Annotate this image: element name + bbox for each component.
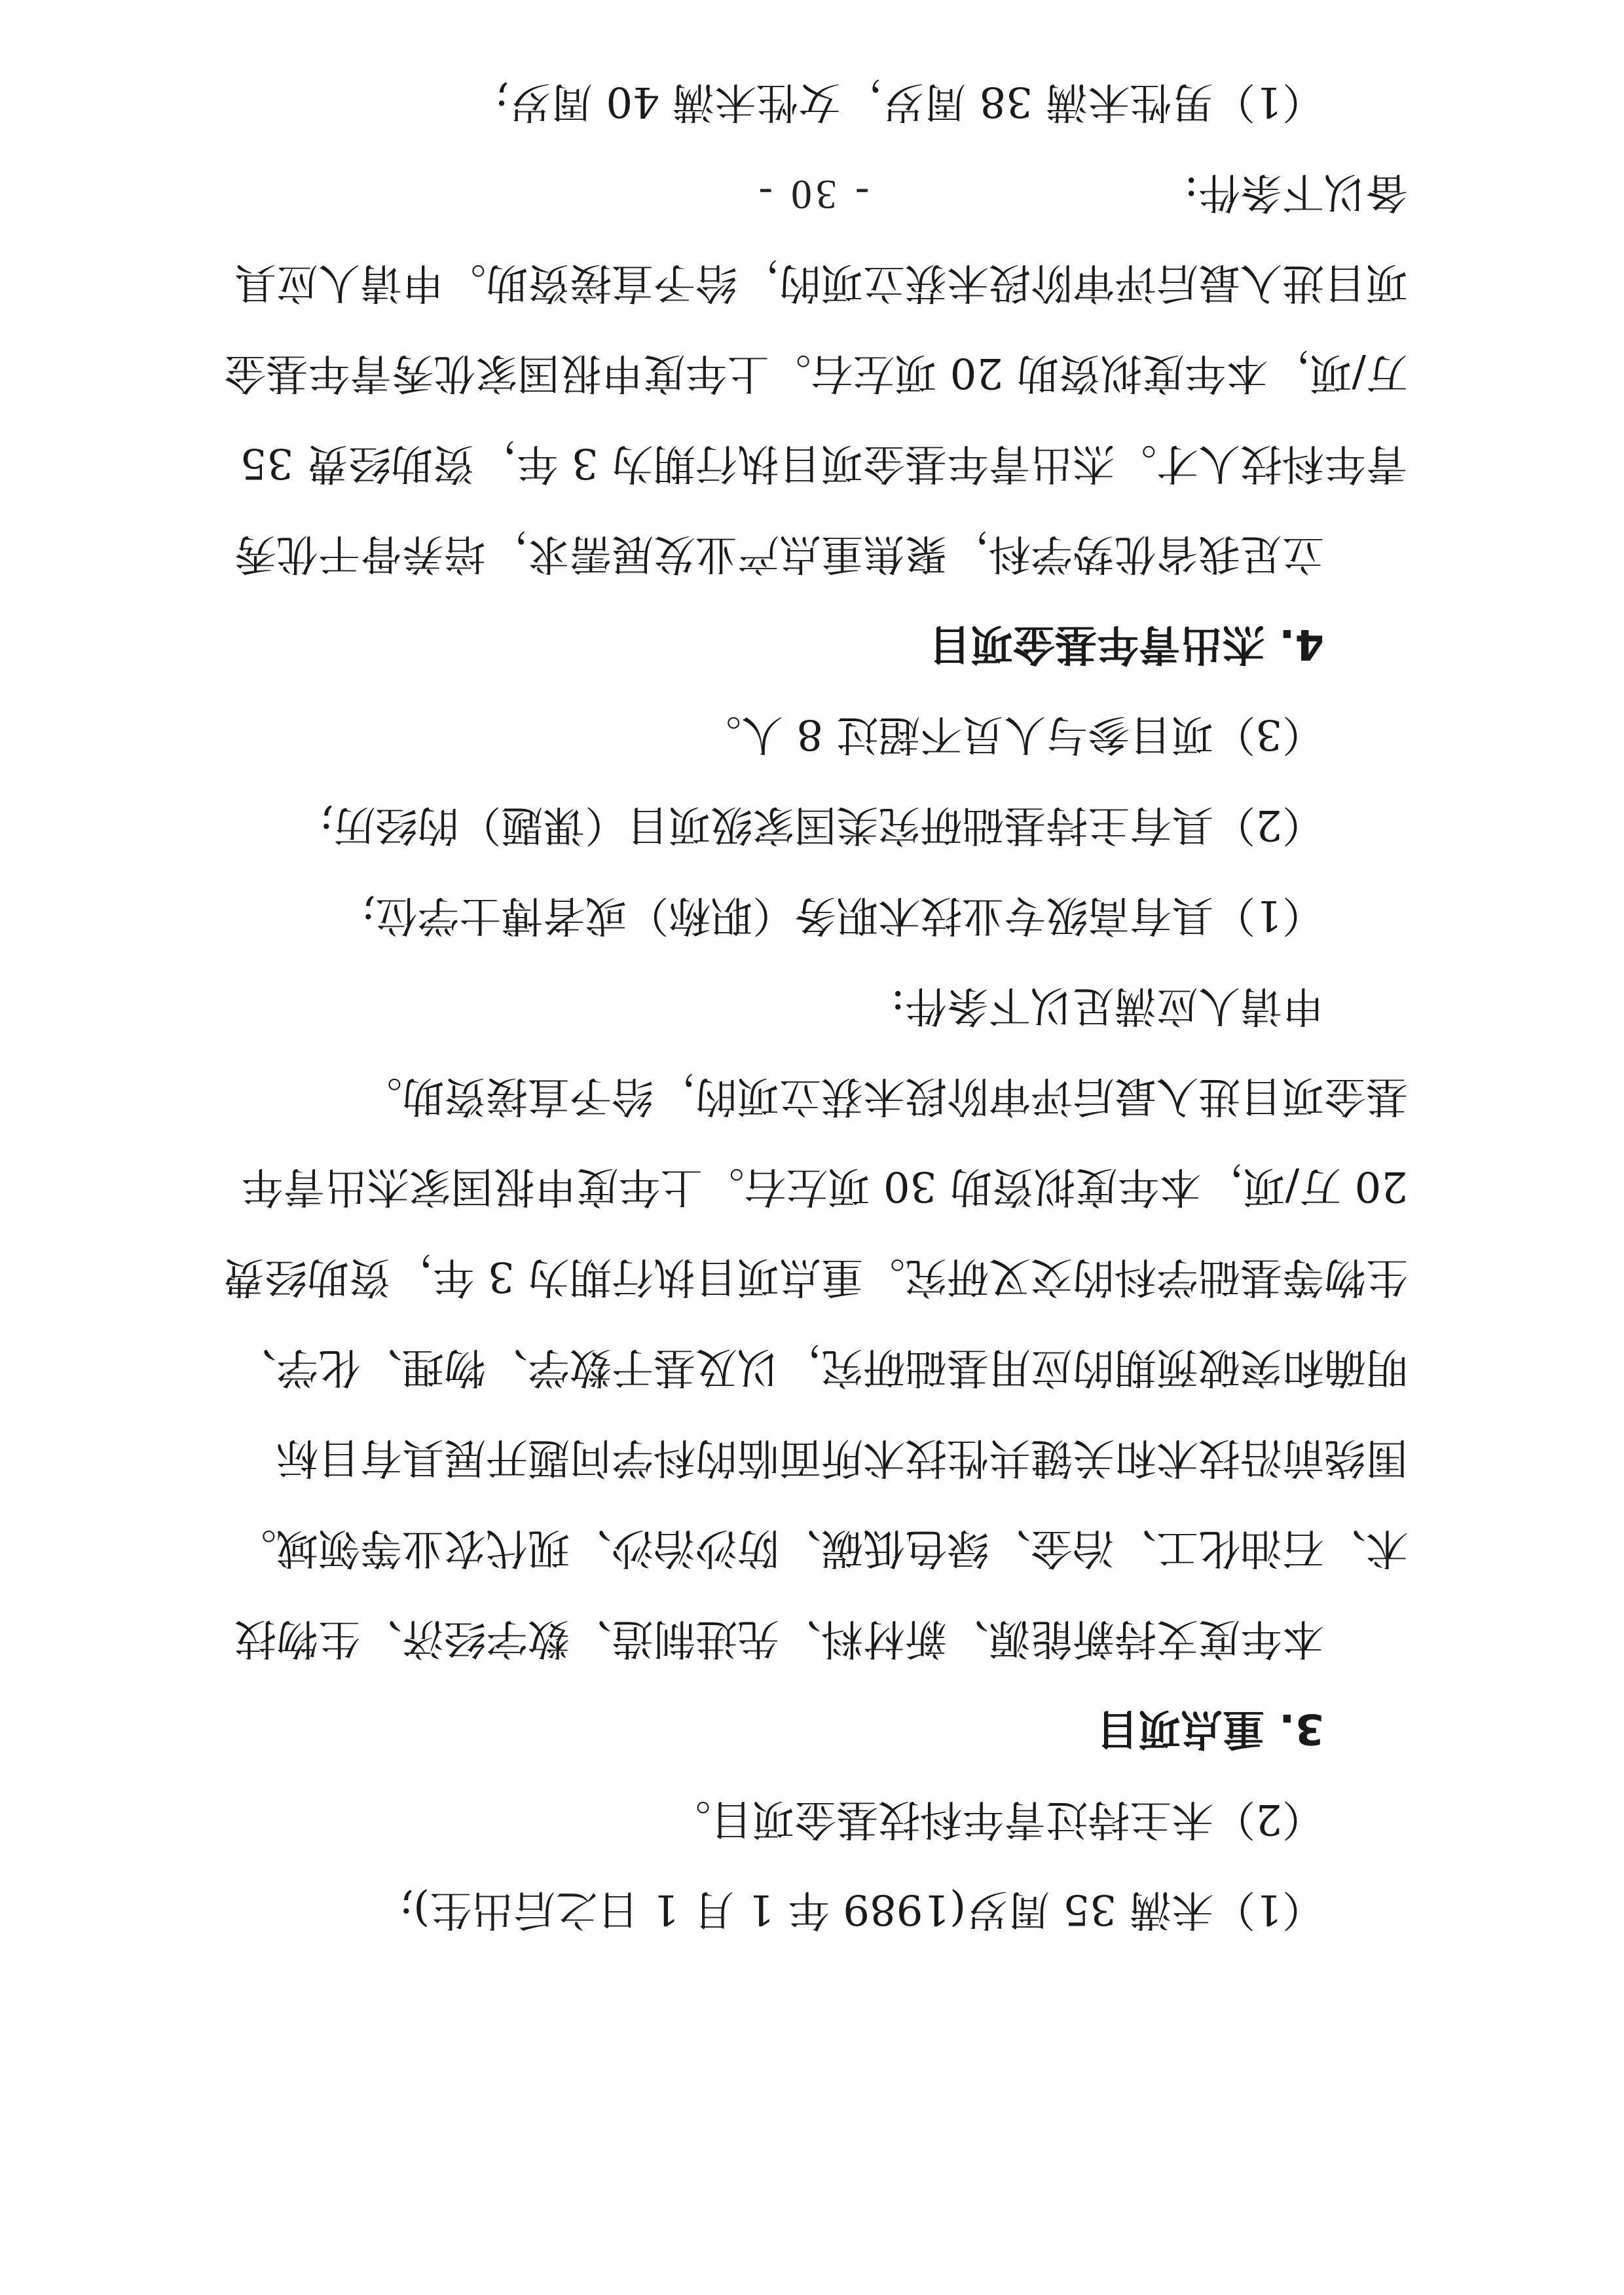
paragraph-line: 本年度支持新能源、新材料、先进制造、数字经济、生物技 <box>234 1614 1324 1662</box>
list-item: （1）具有高级专业技术职务（职称）或者博士学位; <box>361 891 1324 939</box>
paragraph-line: 立足我省优势学科，聚焦重点产业发展需求，培养骨干优秀 <box>234 529 1324 578</box>
paragraph-line: 生物等基础学科的交叉研究。重点项目执行期为 3 年，资助经费 <box>223 1252 1408 1301</box>
paragraph-line: 备以下条件: <box>1184 168 1408 216</box>
paragraph-line: 围绕前沿技术和关键共性技术所面临的科学问题开展具有目标 <box>276 1433 1408 1482</box>
list-item: （1）男性未满 38 周岁，女性未满 40 周岁; <box>494 77 1324 126</box>
paragraph-line: 明确和突破预期的应用基础研究，以及基于数学、物理、化学、 <box>234 1343 1408 1391</box>
document-body <box>216 56 1408 1954</box>
section-heading: 3. 重点项目 <box>1096 1704 1324 1753</box>
list-item: （3）项目参与人员不超过 8 人。 <box>699 710 1324 758</box>
paragraph-line: 术、石油化工、冶金、绿色低碳、防沙治沙、现代农业等领域。 <box>234 1523 1408 1572</box>
paragraph-line: 申请人应满足以下条件: <box>891 981 1324 1030</box>
section-heading: 4. 杰出青年基金项目 <box>929 620 1324 668</box>
paragraph-line: 基金项目进入最后评审阶段未获立项的，给予直接资助。 <box>360 1072 1408 1120</box>
paragraph-line: 项目进入最后评审阶段未获立项的，给予直接资助。申请人应具 <box>234 258 1408 307</box>
page-number: - 30 - <box>754 172 870 218</box>
list-item: （2）未主持过青年科技基金项目。 <box>669 1795 1324 1843</box>
paragraph-line: 万/项，本年度拟资助 20 项左右。上年度申报国家优秀青年基金 <box>224 348 1408 397</box>
list-item: （1）未满 35 周岁(1989 年 1 月 1 日之后出生); <box>399 1885 1324 1933</box>
paragraph-line: 青年科技人才。杰出青年基金项目执行期为 3 年，资助经费 35 <box>240 439 1408 487</box>
list-item: （2）具有主持基础研究类国家级项目（课题）的经历; <box>319 800 1324 849</box>
paragraph-line: 20 万/项，本年度拟资助 30 项左右。上年度申报国家杰出青年 <box>241 1162 1408 1210</box>
